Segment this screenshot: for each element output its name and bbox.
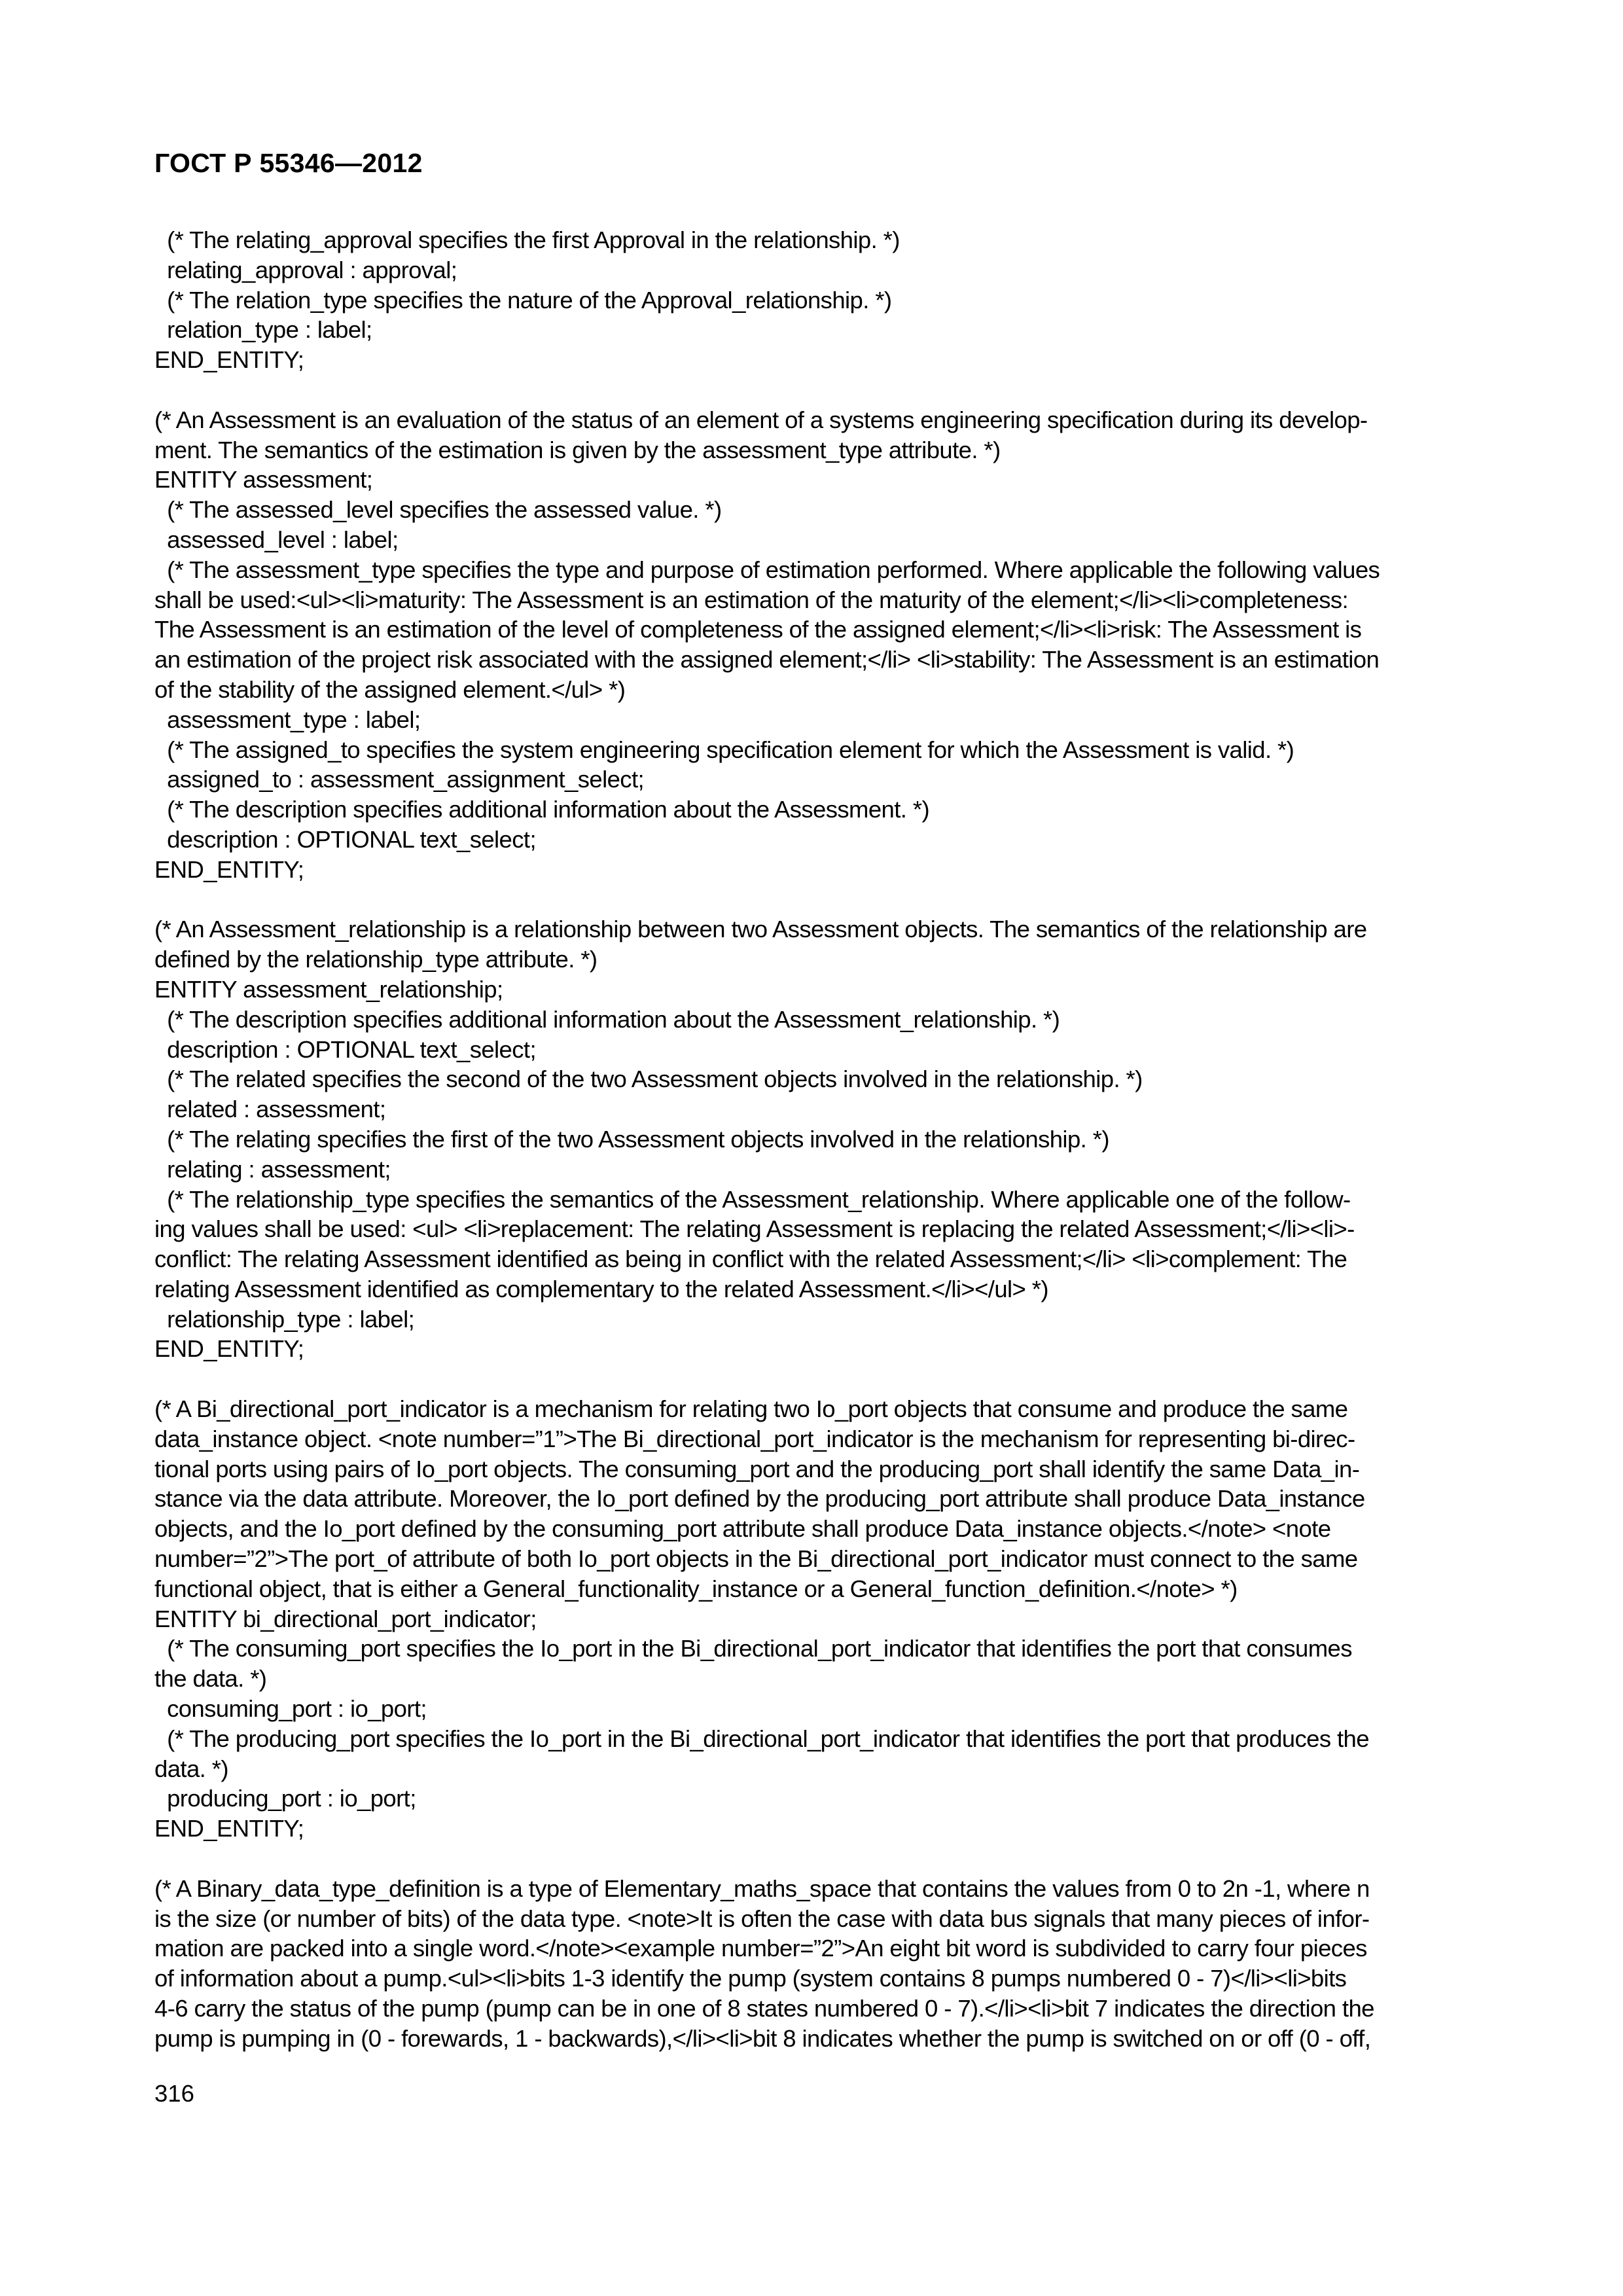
- text-line: END_ENTITY;: [154, 855, 304, 883]
- text-line: (* The relation_type specifies the nature of the Approval_relationship. *): [154, 286, 892, 314]
- text-line: objects, and the Io_port defined by the consuming_port attribute shall produce Data_instance objects.</note> <note: [154, 1515, 1331, 1543]
- text-line: (* An Assessment_relationship is a relationship between two Assessment objects. The semantics of the relationship are: [154, 916, 1367, 943]
- text-line: (* The relationship_type specifies the semantics of the Assessment_relationship. Where applicable one of the follow-: [154, 1185, 1351, 1213]
- text-line: an estimation of the project risk associated with the assigned element;</li> <li>stability: The Assessment is an estimation: [154, 646, 1380, 673]
- text-line: of the stability of the assigned element.</ul> *): [154, 675, 626, 703]
- text-line: mation are packed into a single word.</note><example number=”2”>An eight bit word is subdivided to carry four pieces: [154, 1935, 1367, 1962]
- text-line: tional ports using pairs of Io_port objects. The consuming_port and the producing_port shall identify the same Data_in-: [154, 1455, 1360, 1482]
- text-line: number=”2”>The port_of attribute of both Io_port objects in the Bi_directional_port_indicator must connect to the same: [154, 1545, 1358, 1573]
- text-line: description : OPTIONAL text_select;: [154, 1035, 536, 1063]
- text-line: stance via the data attribute. Moreover, the Io_port defined by the producing_port attribute shall produce Data_instance: [154, 1485, 1365, 1513]
- text-line: data_instance object. <note number=”1”>The Bi_directional_port_indicator is the mechanism for representing bi-direc-: [154, 1425, 1355, 1452]
- text-line: consuming_port : io_port;: [154, 1695, 427, 1723]
- text-line: ment. The semantics of the estimation is given by the assessment_type attribute. *): [154, 436, 1001, 463]
- text-line: assessed_level : label;: [154, 526, 399, 553]
- text-line: relation_type : label;: [154, 316, 372, 344]
- text-line: (* The producing_port specifies the Io_port in the Bi_directional_port_indicator that identifies the port that produces the: [154, 1725, 1369, 1752]
- text-line: assigned_to : assessment_assignment_select;: [154, 766, 645, 793]
- text-line: assessment_type : label;: [154, 706, 421, 733]
- text-line: ENTITY assessment;: [154, 466, 373, 493]
- text-line: (* The assessment_type specifies the type and purpose of estimation performed. Where applicable the following values: [154, 556, 1380, 583]
- text-line: (* The assessed_level specifies the assessed value. *): [154, 496, 722, 524]
- text-line: is the size (or number of bits) of the data type. <note>It is often the case with data bus signals that many pieces of infor-: [154, 1905, 1370, 1932]
- standard-code-header: ГОСТ Р 55346—2012: [154, 148, 423, 178]
- text-line: related : assessment;: [154, 1096, 386, 1123]
- text-line: relating_approval : approval;: [154, 256, 457, 283]
- text-line: description : OPTIONAL text_select;: [154, 825, 536, 853]
- text-line: (* The relating specifies the first of the two Assessment objects involved in the relationship. *): [154, 1125, 1109, 1153]
- text-line: (* A Binary_data_type_definition is a type of Elementary_maths_space that contains the values from 0 to 2n -1, where n: [154, 1874, 1370, 1902]
- text-line: (* The description specifies additional information about the Assessment. *): [154, 796, 930, 823]
- page-number: 316: [154, 2080, 194, 2107]
- text-line: data. *): [154, 1755, 228, 1782]
- text-line: END_ENTITY;: [154, 1335, 304, 1363]
- text-line: (* The related specifies the second of the two Assessment objects involved in the relationship. *): [154, 1066, 1143, 1093]
- text-line: (* The relating_approval specifies the first Approval in the relationship. *): [154, 226, 900, 253]
- text-line: functional object, that is either a General_functionality_instance or a General_function_definition.</note> *): [154, 1575, 1238, 1602]
- text-line: ENTITY bi_directional_port_indicator;: [154, 1605, 537, 1632]
- text-line: pump is pumping in (0 - forewards, 1 - backwards),</li><li>bit 8 indicates whether the pump is switched on or off (0 - off,: [154, 2024, 1371, 2052]
- blank-line: [154, 1364, 1476, 1394]
- blank-line: [154, 885, 1476, 915]
- text-line: The Assessment is an estimation of the level of completeness of the assigned element;</li><li>risk: The Assessment is: [154, 616, 1362, 643]
- text-line: (* An Assessment is an evaluation of the status of an element of a systems engineering specification during its develop-: [154, 406, 1368, 433]
- text-line: (* The consuming_port specifies the Io_port in the Bi_directional_port_indicator that identifies the port that consumes: [154, 1635, 1352, 1662]
- text-line: relating Assessment identified as complementary to the related Assessment.</li></ul> *): [154, 1275, 1048, 1302]
- express-listing-body: [154, 225, 1476, 2054]
- blank-line: [154, 1844, 1476, 1874]
- text-line: ing values shall be used: <ul> <li>replacement: The relating Assessment is replacing the related Assessment;</li><li>-: [154, 1215, 1355, 1243]
- text-line: (* The description specifies additional information about the Assessment_relationship. *): [154, 1005, 1060, 1033]
- text-line: (* A Bi_directional_port_indicator is a mechanism for relating two Io_port objects that consume and produce the same: [154, 1395, 1348, 1423]
- text-line: END_ENTITY;: [154, 1815, 304, 1842]
- text-line: conflict: The relating Assessment identified as being in conflict with the related Assessment;</li> <li>complement: The: [154, 1246, 1347, 1273]
- text-line: 4-6 carry the status of the pump (pump can be in one of 8 states numbered 0 - 7).</li><li>bit 7 indicates the direction the: [154, 1995, 1374, 2022]
- text-line: END_ENTITY;: [154, 346, 304, 374]
- text-line: (* The assigned_to specifies the system engineering specification element for which the Assessment is valid. *): [154, 736, 1294, 763]
- text-line: defined by the relationship_type attribute. *): [154, 946, 597, 973]
- text-line: relationship_type : label;: [154, 1305, 415, 1333]
- text-line: of information about a pump.<ul><li>bits 1-3 identify the pump (system contains 8 pumps numbered 0 - 7)</li><li>bits: [154, 1965, 1347, 1992]
- text-line: shall be used:<ul><li>maturity: The Assessment is an estimation of the maturity of the element;</li><li>completeness:: [154, 586, 1349, 613]
- text-line: relating : assessment;: [154, 1155, 391, 1183]
- blank-line: [154, 375, 1476, 405]
- text-line: the data. *): [154, 1665, 267, 1693]
- text-line: producing_port : io_port;: [154, 1785, 416, 1812]
- text-line: ENTITY assessment_relationship;: [154, 975, 503, 1003]
